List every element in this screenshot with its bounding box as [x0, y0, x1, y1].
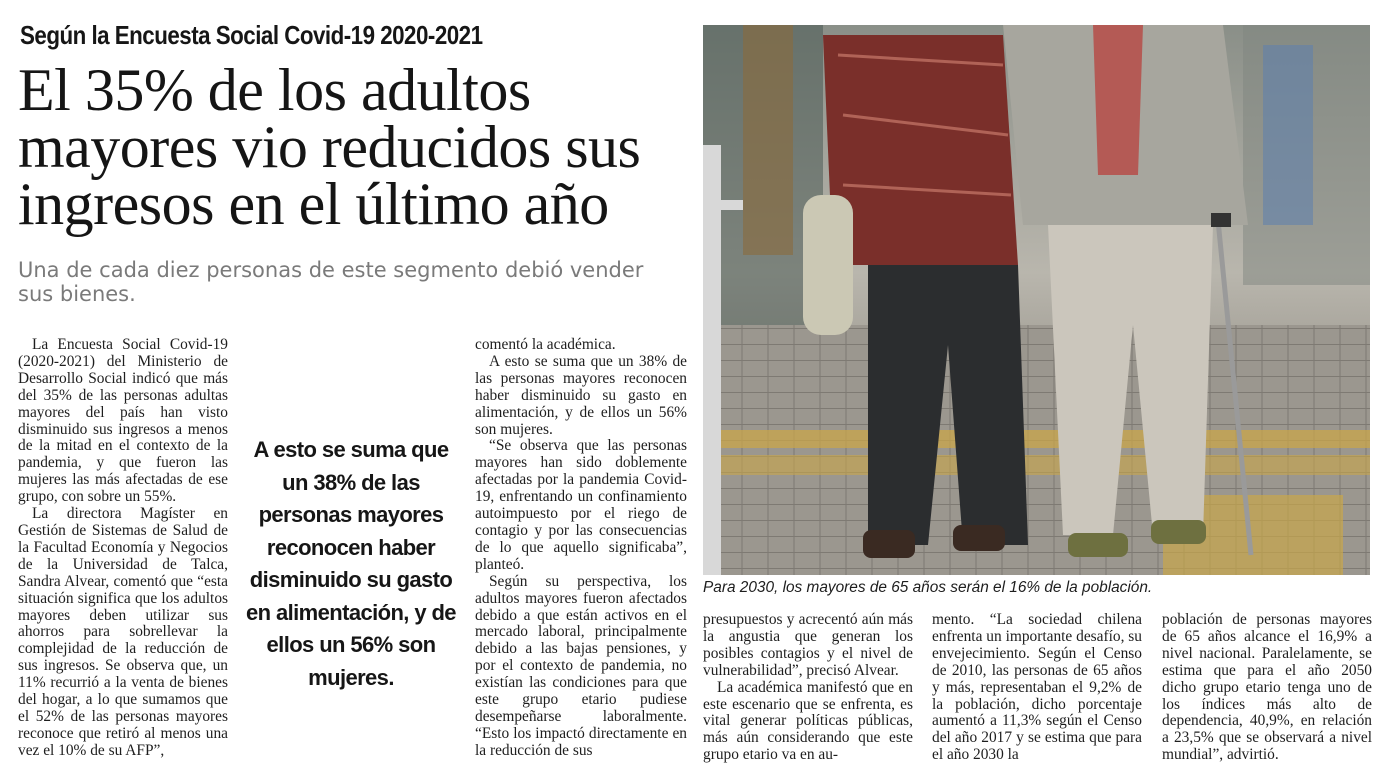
headline-line-2: mayores vio reducidos sus: [18, 114, 641, 180]
article-photo: [703, 25, 1370, 575]
elderly-couple-walking-image: [703, 25, 1370, 575]
col1-paragraph-2: La directora Magíster en Gestión de Sistemas de Salud de la Facultad Economía y Negocios de la Universidad de Talca, Sandra Alvear, comentó que “esta situación significa que los adultos mayores deben utilizar sus ahorros para sobrellevar la complejidad de la reducción de sus ingresos. Se observa que, un 11% recurrió a la venta de bienes del hogar, a lo que sumamos que el 52% de las personas mayores reconoce que retiró al menos una vez el 10% de su AFP”,: [18, 505, 228, 759]
col4-paragraph-2: La académica manifestó que en este escenario que se enfrenta, es vital generar políticas públicas, más aún considerando que este grupo etario va en au-: [703, 678, 913, 764]
photo-caption: Para 2030, los mayores de 65 años serán el 16% de la población.: [703, 579, 1153, 596]
text-column-4: [703, 612, 913, 764]
col3-paragraph-4: Según su perspectiva, los adultos mayores fueron afectados debido a que están activos en el mercado laboral, principalmente debido a las bajas pensiones, y por el contexto de pandemia, no existían las condiciones para que este grupo etario pudiese desempeñarse laboralmente. “Esto los impactó directamente en la reducción de sus: [475, 572, 687, 759]
text-column-5: [932, 612, 1142, 764]
col4-paragraph-1: presupuestos y acrecentó aún más la angustia que generan los posibles contagios y el nivel de vulnerabilidad”, precisó Alvear.: [703, 611, 913, 679]
article-subhead: Una de cada diez personas de este segmento debió vender sus bienes.: [18, 258, 644, 306]
article-headline: [18, 57, 688, 237]
col6-paragraph-1: población de personas mayores de 65 años alcance el 16,9% a nivel nacional. Paralelamente, se estima que para el año 2050 dicho grupo etario tenga uno de los índices más alto de dependencia, 40,9%, en relación a 23,5% que se observará a nivel mundial”, advirtió.: [1162, 611, 1372, 764]
pull-quote: A esto se suma que un 38% de las personas mayores reconocen haber disminuido su gasto en alimentación, y de ellos un 56% son mujeres.: [246, 437, 456, 690]
headline-line-3: ingresos en el último año: [18, 171, 609, 237]
col1-paragraph-1: La Encuesta Social Covid-19 (2020-2021) del Ministerio de Desarrollo Social indicó que más del 35% de las personas adultas mayores del país han visto disminuido sus ingresos a menos de la mitad en el contexto de la pandemia, y que fueron las mujeres las más afectadas de ese grupo, con sobre un 55%.: [18, 336, 228, 506]
text-column-3: [475, 337, 687, 760]
col3-paragraph-3: “Se observa que las personas mayores han sido doblemente afectadas por la pandemia Covid-19, enfrentando un confinamiento autoimpuesto por el riego de contagio y por las consecuencias de lo que aquello significaba”, planteó.: [475, 437, 687, 573]
headline-line-1: El 35% de los adultos: [18, 57, 531, 123]
text-column-1: [18, 337, 228, 760]
article-kicker: Según la Encuesta Social Covid-19 2020-2021: [20, 20, 483, 50]
col3-paragraph-1: comentó la académica.: [475, 336, 616, 353]
text-column-6: [1162, 612, 1372, 764]
col5-paragraph-1: mento. “La sociedad chilena enfrenta un importante desafío, su envejecimiento. Según el Censo de 2010, las personas de 65 años y más, representaban el 9,2% de la población, dicho porcentaje aumentó a 11,3% según el Censo del año 2017 y se estima que para el año 2030 la: [932, 611, 1142, 764]
col3-paragraph-2: A esto se suma que un 38% de las personas mayores reconocen haber disminuido su gasto en alimentación, y de ellos un 56% son mujeres.: [475, 352, 687, 438]
